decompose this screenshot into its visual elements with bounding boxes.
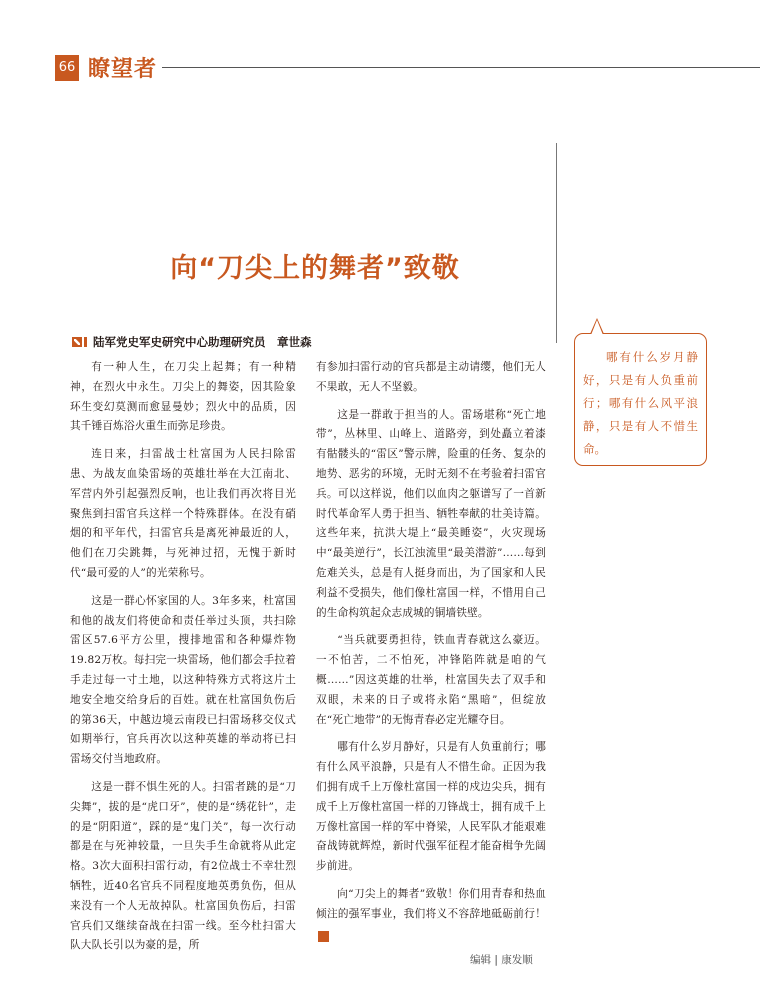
page-number: 66 xyxy=(55,55,79,81)
editor-credit: 编辑 | 康发顺 xyxy=(470,954,533,966)
column-right xyxy=(316,358,546,952)
paragraph: “当兵就要勇担待，铁血青春就这么豪迈。一不怕苦，二不怕死，冲锋陷阵就是咱的气概……”因这英雄的壮举，杜富国失去了双手和双眼，未来的日子或将永陷“黑暗”，但绽放在“死亡地带”的无悔青春必定光耀夺目。 xyxy=(316,634,546,726)
author-marker-bar xyxy=(84,337,87,347)
column-left xyxy=(70,358,296,964)
paragraph-text: 向“刀尖上的舞者”致敬！你们用青春和热血倾注的强军事业，我们将义不容辞地砥砺前行！ xyxy=(316,887,546,920)
paragraph: 这是一群不惧生死的人。扫雷者跳的是“刀尖舞”，拔的是“虎口牙”，使的是“绣花针”，走的是“阴阳道”，踩的是“鬼门关”，每一次行动都是在与死神较量，一旦失手生命就将从此定格。3次大面积扫雷行动，有2位战士不幸壮烈牺牲，近40名官兵不同程度地英勇负伤，但从来没有一个人无故掉队。杜富国负伤后，扫雷官兵们又继续奋战在扫雷一线。至今杜扫雷大队大队长引以为豪的是，所 xyxy=(70,780,296,952)
end-mark-icon: G xyxy=(318,931,329,942)
pull-quote-text: 哪有什么岁月静好，只是有人负重前行；哪有什么风平浪静，只是有人不惜生命。 xyxy=(583,350,698,456)
author-marker-icon xyxy=(72,337,82,347)
paragraph: 有一种人生，在刀尖上起舞；有一种精神，在烈火中永生。刀尖上的舞姿，因其险象环生变幻莫测而愈显曼妙；烈火中的品质，因其千锤百炼浴火重生而弥足珍贵。 xyxy=(70,361,296,433)
author-name: 陆军党史军史研究中心助理研究员 章世森 xyxy=(93,335,312,349)
paragraph: 连日来，扫雷战士杜富国为人民扫除雷患、为战友血染雷场的英雄壮举在大江南北、军营内外引起强烈反响，也让我们再次将目光聚焦到扫雷官兵这样一个特殊群体。在没有硝烟的和平年代，扫雷官兵是离死神最近的人，他们在刀尖跳舞，与死神过招，无愧于新时代“最可爱的人”的光荣称号。 xyxy=(70,448,296,579)
vertical-divider xyxy=(556,143,557,343)
paragraph: 这是一群敢于担当的人。雷场堪称“死亡地带”，丛林里、山峰上、道路旁，到处矗立着漆有骷髅头的“雷区”警示牌，险重的任务、复杂的地势、恶劣的环境，无时无刻不在考验着扫雷官兵。可以这样说，他们以血肉之躯谱写了一首新时代革命军人勇于担当、牺牲奉献的壮美诗篇。这些年来，抗洪大堤上“最美睡姿”，火灾现场中“最美逆行”，长江浊流里“最美潜游”……每到危难关头，总是有人挺身而出，为了国家和人民利益不受损失，他们像杜富国一样，不惜用自己的生命构筑起众志成城的铜墙铁壁。 xyxy=(316,408,546,619)
article-title: 向“刀尖上的舞者”致敬 xyxy=(170,253,460,285)
author-line xyxy=(72,334,312,350)
paragraph-last xyxy=(316,885,546,944)
header-rule xyxy=(162,67,760,68)
paragraph: 这是一群心怀家国的人。3年多来，杜富国和他的战友们将使命和责任举过头顶，共扫除雷区57.6平方公里，搜排地雷和各种爆炸物19.82万枚。每扫完一块雷场，他们都会手拉着手走过每一寸土地，以这种特殊方式将这片土地安全地交给身后的百姓。就在杜富国负伤后的第36天，中越边境云南段已扫雷场移交仪式如期举行，官兵再次以这种英雄的举动将已扫雷场交付当地政府。 xyxy=(70,594,296,766)
paragraph: 哪有什么岁月静好，只是有人负重前行；哪有什么风平浪静，只是有人不惜生命。正因为我们拥有成千上万像杜富国一样的戍边尖兵，拥有成千上万像杜富国一样的刀锋战士，拥有成千上万像杜富国一样的军中脊梁，人民军队才能艰难奋战铸就辉煌，新时代强军征程才能奋楫争先阔步前进。 xyxy=(316,741,546,873)
callout-tail-fill xyxy=(591,320,603,335)
section-title: 瞭望者 xyxy=(88,57,158,82)
paragraph: 有参加扫雷行动的官兵都是主动请缨，他们无人不果敢，无人不坚毅。 xyxy=(316,361,546,393)
